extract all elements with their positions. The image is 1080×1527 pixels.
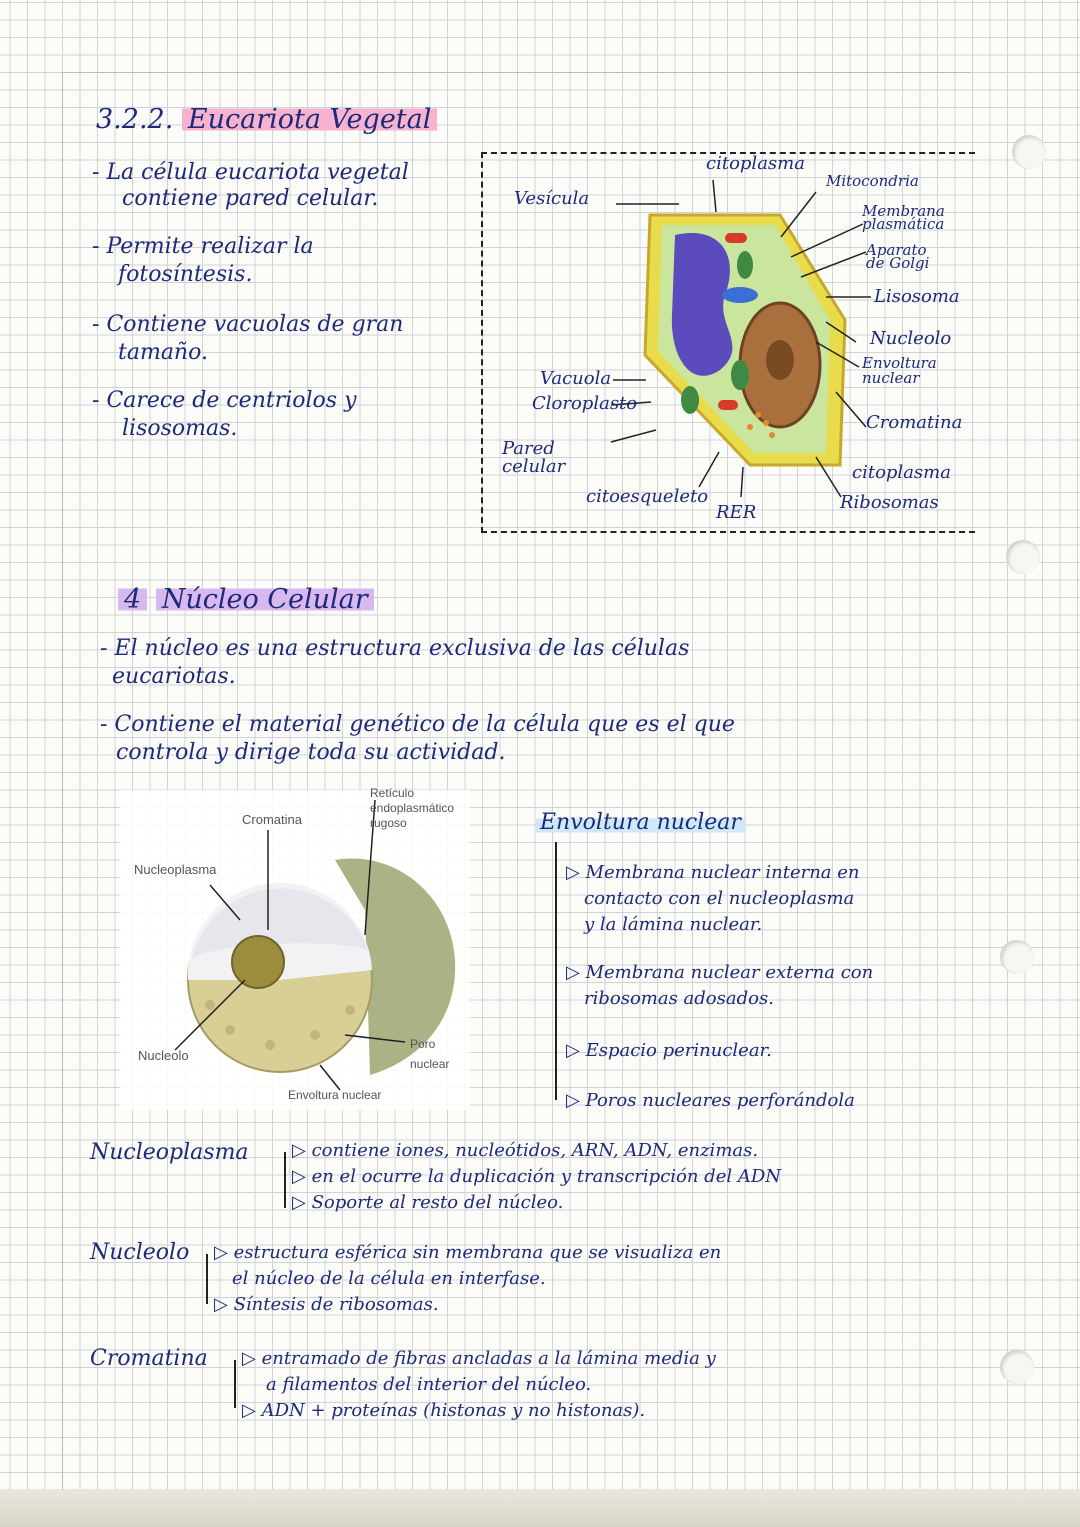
tree-line	[206, 1254, 208, 1304]
label-cloroplasto: Cloroplasto	[532, 393, 638, 414]
bullet-cont: controla y dirige toda su actividad.	[116, 740, 506, 765]
fig-nucleolo: Nucleolo	[138, 1048, 189, 1063]
label-membrana: Membrana plasmática	[862, 202, 945, 233]
bullet-cont: contiene pared celular.	[122, 186, 379, 211]
label-golgi: Aparato de Golgi	[866, 241, 930, 272]
label-rer: RER	[716, 502, 757, 523]
nucleolo-item-cont: el núcleo de la célula en interfase.	[232, 1268, 546, 1289]
label-lisosoma: Lisosoma	[874, 286, 960, 307]
punch-hole	[1000, 1350, 1034, 1384]
fig-nucleoplasma: Nucleoplasma	[134, 862, 217, 877]
bullet: - Permite realizar la	[92, 234, 314, 259]
label-vacuola: Vacuola	[540, 368, 612, 389]
label-pared: Pared celular	[502, 438, 566, 477]
tree-line	[284, 1152, 286, 1208]
fig-reticulo: Retículo endoplasmático rugoso	[370, 786, 455, 830]
bullet-cont: fotosíntesis.	[118, 262, 253, 287]
envoltura-item-cont: y la lámina nuclear.	[584, 914, 763, 935]
label-citoesqueleto: citoesqueleto	[586, 486, 709, 507]
bullet: - Contiene vacuolas de gran	[92, 312, 404, 337]
bullet-cont: lisosomas.	[122, 416, 238, 441]
cromatina-term: Cromatina	[90, 1346, 208, 1371]
nucleoplasma-item: ▷ Soporte al resto del núcleo.	[292, 1192, 564, 1213]
nucleoplasma-term: Nucleoplasma	[90, 1140, 249, 1165]
punch-hole	[1006, 540, 1040, 574]
bullet-cont: eucariotas.	[112, 664, 236, 689]
bullet: - El núcleo es una estructura exclusiva de las células	[100, 636, 690, 661]
fig-poro: Poro nuclear	[410, 1037, 450, 1071]
cromatina-item: ▷ entramado de fibras ancladas a la lámina media y	[242, 1348, 716, 1369]
punch-hole	[1012, 135, 1046, 169]
envoltura-item: ▷ Espacio perinuclear.	[566, 1040, 772, 1061]
label-citoplasma-top: citoplasma	[706, 153, 805, 174]
envoltura-item: ▷ Membrana nuclear interna en	[566, 862, 860, 883]
tree-line	[555, 842, 557, 1100]
label-citoplasma-bottom: citoplasma	[852, 462, 951, 483]
section1-heading	[96, 104, 437, 135]
label-envoltura: Envoltura nuclear	[862, 354, 937, 387]
label-cromatina: Cromatina	[866, 412, 963, 433]
nucleolo-term: Nucleolo	[90, 1240, 190, 1265]
section1-title: Eucariota Vegetal	[182, 104, 438, 135]
label-ribosomas: Ribosomas	[840, 492, 939, 513]
section2-number: 4	[118, 584, 147, 615]
punch-hole	[1000, 940, 1034, 974]
bullet: - La célula eucariota vegetal	[92, 160, 409, 185]
nucleolo-item: ▷ estructura esférica sin membrana que se visualiza en	[214, 1242, 722, 1263]
label-nucleolo: Nucleolo	[870, 328, 952, 349]
nucleolo-item: ▷ Síntesis de ribosomas.	[214, 1294, 439, 1315]
cromatina-item: ▷ ADN + proteínas (histonas y no histonas).	[242, 1400, 646, 1421]
nucleoplasma-item: ▷ contiene iones, nucleótidos, ARN, ADN, enzimas.	[292, 1140, 759, 1161]
nucleoplasma-item: ▷ en el ocurre la duplicación y transcripción del ADN	[292, 1166, 782, 1187]
envoltura-title: Envoltura nuclear	[536, 810, 745, 835]
label-vesicula: Vesícula	[514, 188, 590, 209]
section2-title: Núcleo Celular	[156, 584, 374, 615]
fig-cromatina: Cromatina	[242, 812, 302, 827]
bullet-cont: tamaño.	[118, 340, 208, 365]
envoltura-item-cont: contacto con el nucleoplasma	[584, 888, 855, 909]
envoltura-item-cont: ribosomas adosados.	[584, 988, 774, 1009]
bullet: - Contiene el material genético de la célula que es el que	[100, 712, 735, 737]
envoltura-item: ▷ Poros nucleares perforándola	[566, 1090, 855, 1111]
tree-line	[234, 1360, 236, 1408]
bullet: - Carece de centriolos y	[92, 388, 357, 413]
envoltura-item: ▷ Membrana nuclear externa con	[566, 962, 874, 983]
section1-number: 3.2.2.	[96, 104, 174, 135]
fig-envoltura: Envoltura nuclear	[288, 1088, 382, 1102]
section2-heading	[118, 584, 374, 615]
cromatina-item-cont: a filamentos del interior del núcleo.	[266, 1374, 592, 1395]
page-edge	[0, 1490, 1080, 1527]
label-mitocondria: Mitocondria	[826, 172, 919, 190]
